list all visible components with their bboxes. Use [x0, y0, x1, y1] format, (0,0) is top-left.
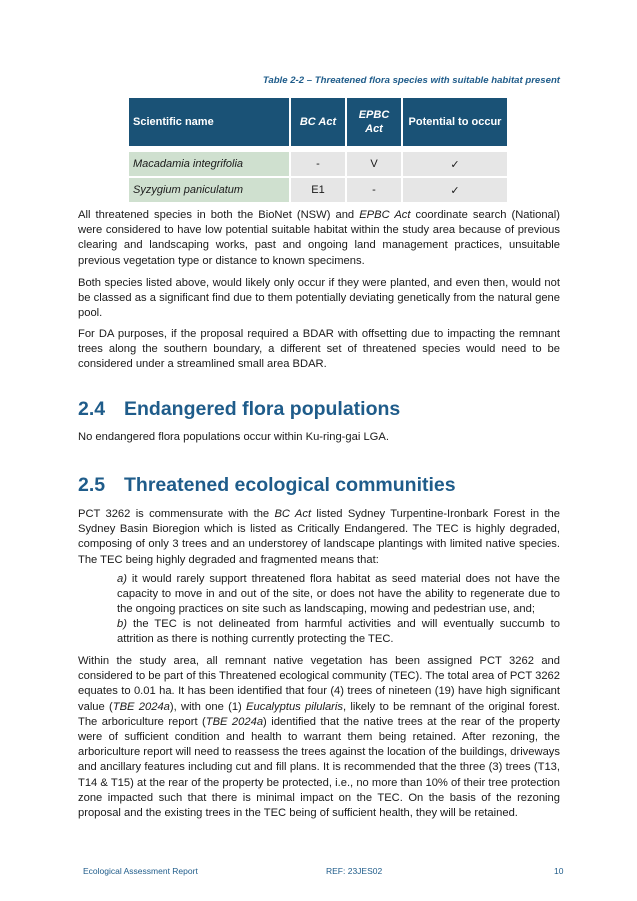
cell-potential: ✓: [402, 149, 507, 177]
text-run: it would rarely support threatened flora habitat as seed material does not have the capacity to move in and out of the site, or does not have the ability to regenerate due to the ongoing practices on site such as landscaping, mowing and pedestrian use, and;: [117, 573, 560, 616]
text-run: the TEC is not delineated from harmful activities and will eventually succumb to attrition as there is nothing currently protecting the TEC.: [117, 618, 560, 646]
table-row: [129, 177, 507, 202]
list-item-b: [117, 617, 560, 647]
text-run: All threatened species in both the BioNet (NSW) and: [78, 209, 360, 221]
paragraph-endangered-populations: No endangered flora populations occur within Ku-ring-gai LGA.: [78, 431, 389, 443]
cell-scientific-name: Macadamia integrifolia: [129, 149, 290, 177]
paragraph-da-purposes: For DA purposes, if the proposal required a BDAR with offsetting due to impacting the remnant trees along the southern boundary, a different set of threatened species would need to be considered under a streamlined small area BDAR.: [78, 328, 560, 371]
threatened-flora-table: [129, 98, 507, 202]
header-bc-act-label: BC Act: [299, 116, 337, 128]
list-item-a: [117, 572, 560, 618]
header-epbc-act-label: EPBC Act: [358, 109, 390, 135]
text-run-italic: Eucalyptus pilularis: [246, 700, 343, 713]
header-bc-act: [290, 98, 346, 149]
cell-bc-act: -: [290, 149, 346, 177]
cell-bc-act: E1: [290, 177, 346, 202]
text-run-italic: TBE 2024a: [205, 715, 264, 728]
header-epbc-act: [346, 98, 402, 149]
paragraph-both-species: Both species listed above, would likely only occur if they were planted, and even then, would not be classed as a significant find due to them potentially deviating genetically from the natural gene pool.: [78, 277, 560, 320]
section-title: Threatened ecological communities: [124, 474, 456, 496]
paragraph-study-area: [78, 654, 560, 821]
list-label: a): [117, 573, 127, 585]
section-number: 2.5: [78, 474, 106, 496]
paragraph-threatened-species: [78, 208, 560, 269]
text-run: ) identified that the native trees at the rear of the property were of sufficient condition and health to warrant them being retained. After rezoning, the arboriculture report will need to reassess the trees against the location of the buildings, driveways and ancillary features including cut and fill plans. It is recommended that the three (3) trees (T13, T14 & T15) at the rear of the property be protected, i.e., no more than 10% of their tree protection zone impacted such that there is minimal impact on the TEC. On the basis of the rezoning proposal and the existing trees in the TEC being of sufficient health, they will be retained.: [78, 715, 560, 820]
cell-potential: ✓: [402, 177, 507, 202]
text-run: coordinate search (National) were considered to have low potential suitable habitat within the study area because of previous clearing and landscaping works, past and ongoing land management practices, unsuitable previous vegetation type or distance to known specimens.: [78, 209, 560, 267]
text-run: , likely to be remnant of the original forest. The arboriculture report (: [78, 700, 560, 728]
text-run: ), with one (1): [169, 700, 247, 713]
paragraph-pct-3262: [78, 507, 560, 568]
table-caption: Table 2-2 – Threatened flora species with suitable habitat present: [262, 75, 560, 86]
text-run: listed Sydney Turpentine-Ironbark Forest in the Sydney Basin Bioregion which is listed as Critically Endangered. The TEC is highly degraded, composing of only 3 trees and an understorey of landscape plantings with limited native species. The TEC being highly degraded and fragmented means that:: [78, 508, 560, 566]
footer-page-number: 10: [554, 866, 564, 876]
list-label: b): [117, 618, 127, 630]
heading-2-5: [78, 474, 456, 497]
text-run: PCT 3262 is commensurate with the: [78, 508, 275, 520]
table-header-row: [129, 98, 507, 149]
text-run: Within the study area, all remnant native vegetation has been assigned PCT 3262 and considered to be part of this Threatened ecological community (TEC). The total area of PCT 3262 equates to 0.01 ha. It has been identified that four (4) trees of nineteen (19) have high significant value (: [78, 655, 560, 713]
text-run-italic: BC Act: [274, 508, 312, 520]
footer-reference: REF: 23JES02: [326, 866, 383, 876]
section-title: Endangered flora populations: [124, 398, 401, 420]
cell-epbc-act: -: [346, 177, 402, 202]
header-scientific-name: Scientific name: [129, 98, 290, 149]
footer-report-title: Ecological Assessment Report: [83, 866, 198, 876]
section-number: 2.4: [78, 398, 106, 420]
heading-2-4: [78, 398, 400, 421]
text-run-italic: TBE 2024a: [112, 700, 170, 713]
table-row: [129, 149, 507, 177]
header-potential: Potential to occur: [402, 98, 507, 149]
text-run-italic: EPBC Act: [359, 209, 411, 221]
cell-epbc-act: V: [346, 149, 402, 177]
cell-scientific-name: Syzygium paniculatum: [129, 177, 290, 202]
